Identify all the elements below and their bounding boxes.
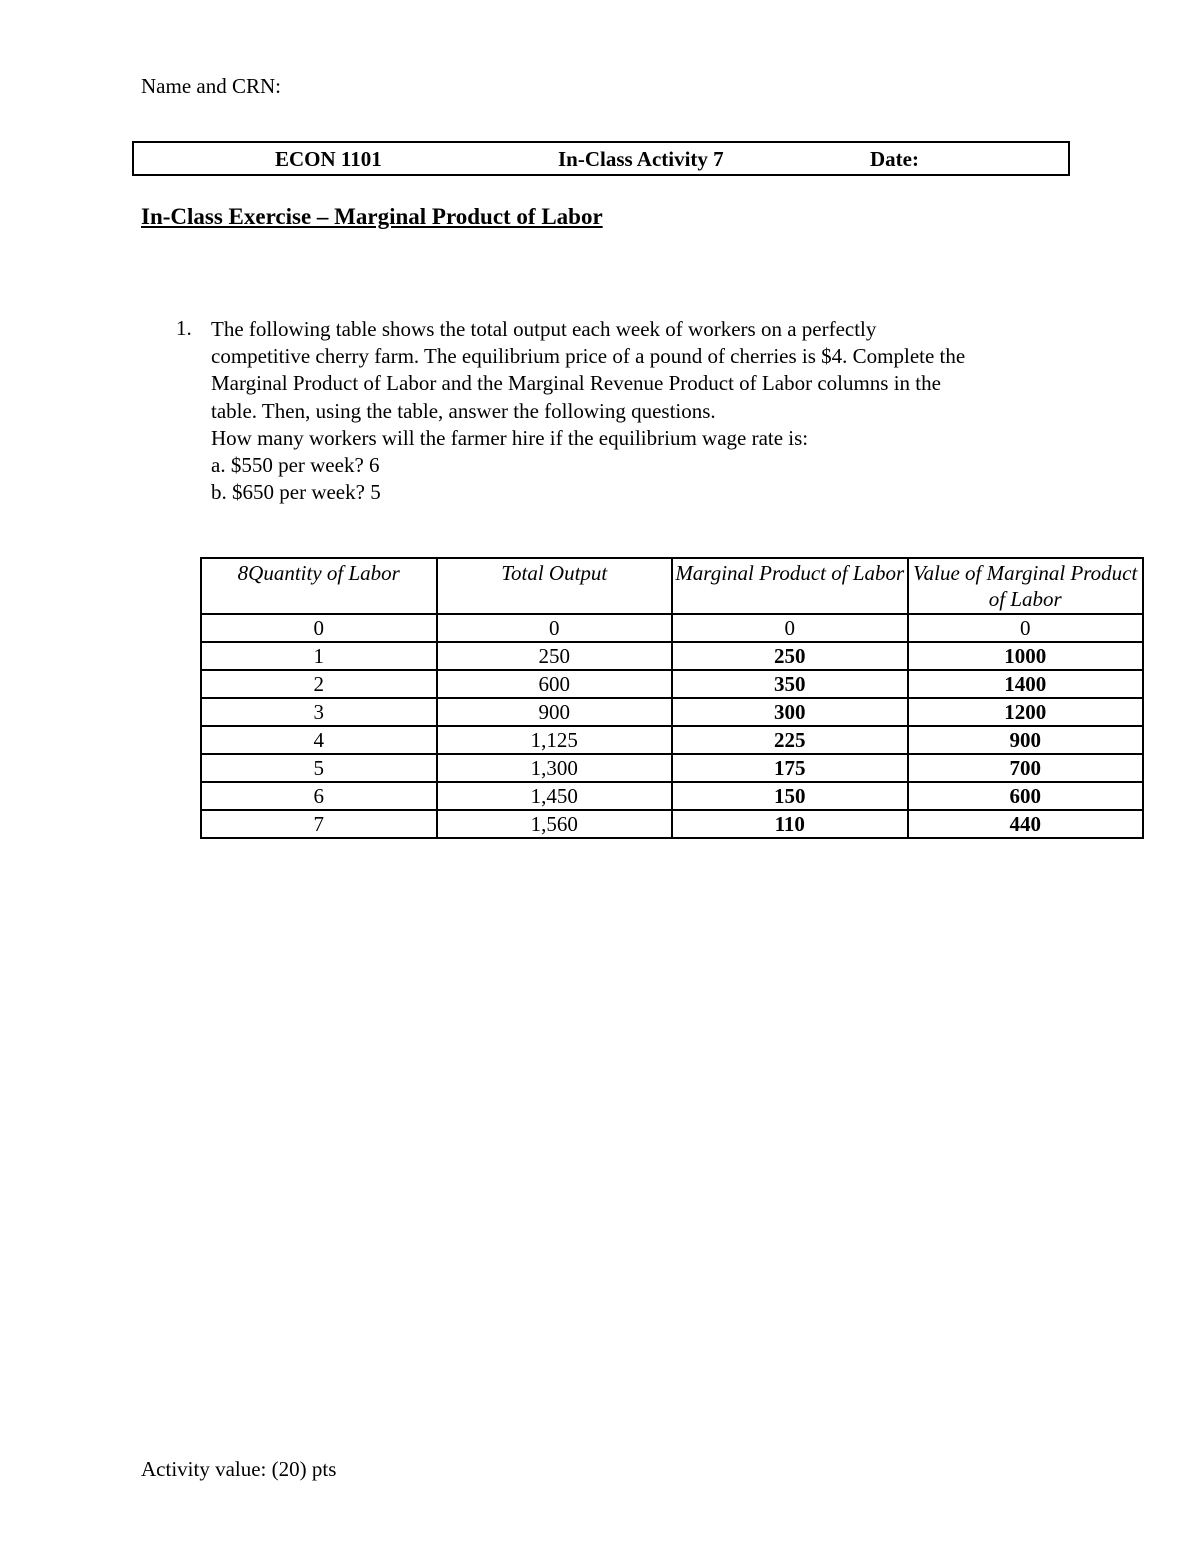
cell-quantity: 0 [201, 614, 437, 642]
question-text [211, 316, 1081, 506]
cell-value-marginal-product: 1200 [908, 698, 1144, 726]
table-row [201, 754, 1143, 782]
cell-value-marginal-product: 600 [908, 782, 1144, 810]
activity-title: In-Class Activity 7 [558, 147, 724, 171]
cell-total-output: 1,560 [437, 810, 673, 838]
cell-marginal-product: 250 [672, 642, 908, 670]
course-code: ECON 1101 [275, 147, 382, 171]
cell-quantity: 4 [201, 726, 437, 754]
page-title: In-Class Exercise – Marginal Product of Labor [141, 204, 603, 229]
table-row [201, 614, 1143, 642]
column-header-marginal-product: Marginal Product of Labor [672, 558, 908, 614]
cell-marginal-product: 150 [672, 782, 908, 810]
column-header-value-marginal-product: Value of Marginal Product of Labor [908, 558, 1144, 614]
cell-total-output: 1,125 [437, 726, 673, 754]
cell-value-marginal-product: 700 [908, 754, 1144, 782]
table-header-row [201, 558, 1143, 614]
cell-quantity: 1 [201, 642, 437, 670]
cell-value-marginal-product: 900 [908, 726, 1144, 754]
table-row [201, 698, 1143, 726]
cell-quantity: 2 [201, 670, 437, 698]
cell-marginal-product: 110 [672, 810, 908, 838]
cell-marginal-product: 300 [672, 698, 908, 726]
cell-total-output: 600 [437, 670, 673, 698]
table-row [201, 726, 1143, 754]
question-line: The following table shows the total output each week of workers on a perfectly [211, 317, 877, 341]
cell-total-output: 900 [437, 698, 673, 726]
question-line: competitive cherry farm. The equilibrium price of a pound of cherries is $4. Complete the [211, 344, 966, 369]
table-row [201, 782, 1143, 810]
cell-quantity: 3 [201, 698, 437, 726]
table-row [201, 670, 1143, 698]
cell-marginal-product: 175 [672, 754, 908, 782]
table-row [201, 642, 1143, 670]
date-label: Date: [870, 147, 919, 171]
cell-total-output: 250 [437, 642, 673, 670]
cell-marginal-product: 0 [672, 614, 908, 642]
cell-quantity: 7 [201, 810, 437, 838]
cell-value-marginal-product: 1400 [908, 670, 1144, 698]
cell-total-output: 0 [437, 614, 673, 642]
activity-value: Activity value: (20) pts [141, 1457, 337, 1481]
question-line: table. Then, using the table, answer the following questions. [211, 398, 716, 423]
name-crn-label: Name and CRN: [141, 74, 281, 98]
cell-marginal-product: 350 [672, 670, 908, 698]
course-header-box [132, 141, 1070, 176]
cell-quantity: 6 [201, 782, 437, 810]
cell-value-marginal-product: 0 [908, 614, 1144, 642]
cell-value-marginal-product: 440 [908, 810, 1144, 838]
column-header-quantity: 8Quantity of Labor [201, 558, 437, 614]
question-line: How many workers will the farmer hire if the equilibrium wage rate is: [211, 425, 809, 450]
question-line: Marginal Product of Labor and the Marginal Revenue Product of Labor columns in the [211, 371, 941, 396]
cell-value-marginal-product: 1000 [908, 642, 1144, 670]
question-number: 1. [176, 316, 192, 340]
cell-quantity: 5 [201, 754, 437, 782]
labor-table [200, 557, 1144, 839]
answer-b: b. $650 per week? 5 [211, 480, 381, 505]
table-row [201, 810, 1143, 838]
column-header-total-output: Total Output [437, 558, 673, 614]
cell-marginal-product: 225 [672, 726, 908, 754]
answer-a: a. $550 per week? 6 [211, 453, 380, 478]
cell-total-output: 1,300 [437, 754, 673, 782]
cell-total-output: 1,450 [437, 782, 673, 810]
